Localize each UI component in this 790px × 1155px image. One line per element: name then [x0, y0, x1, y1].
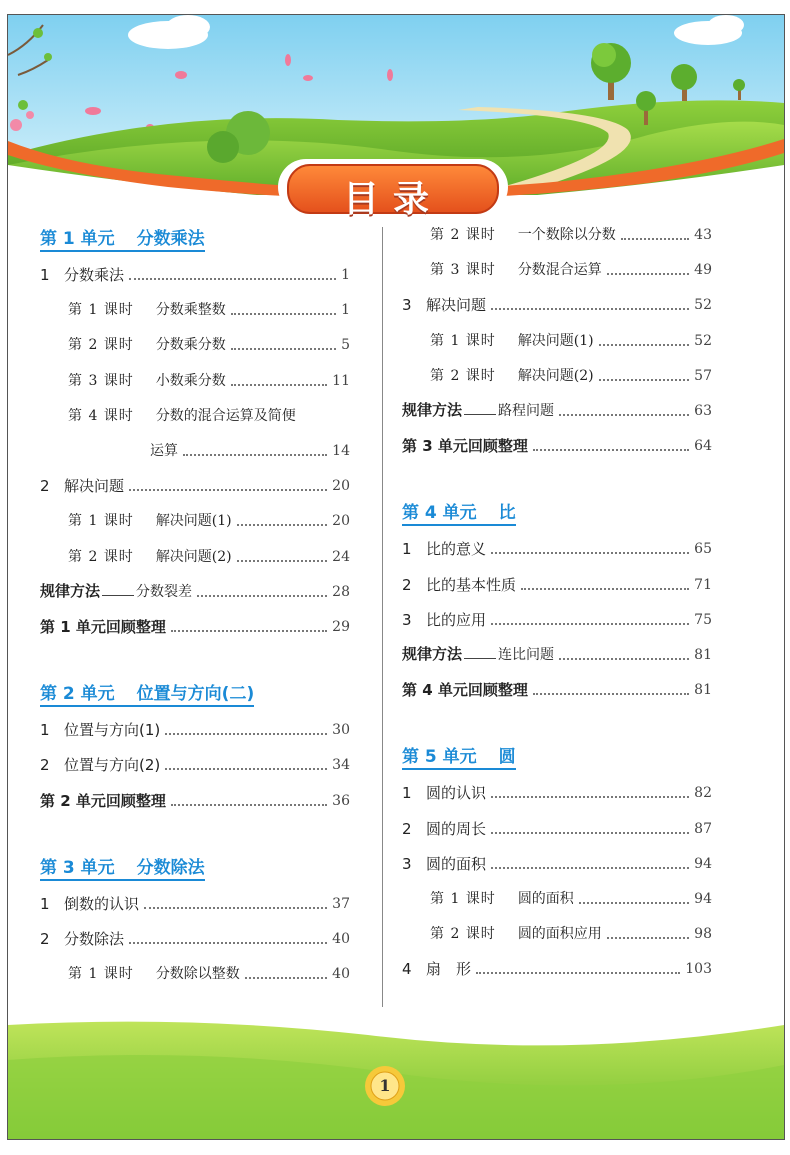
- entry-label: [402, 575, 516, 595]
- page-ref: 71: [694, 576, 712, 593]
- page-ref: 82: [694, 785, 712, 802]
- toc-entry: [402, 397, 712, 421]
- page-ref: 49: [694, 262, 712, 279]
- unit-name: 比: [498, 503, 516, 524]
- entry-label: [402, 783, 486, 803]
- entry-label: [402, 889, 574, 909]
- unit-heading: [40, 676, 254, 707]
- entry-label: [40, 511, 232, 531]
- leader-dots: [533, 693, 689, 695]
- entry-label: [40, 720, 160, 740]
- toc-entry: [402, 535, 712, 559]
- lesson-title: 解决问题(1): [155, 513, 232, 530]
- entry-label: [40, 300, 226, 320]
- page-ref: 65: [694, 541, 712, 558]
- section-number: 1: [402, 540, 412, 559]
- unit-heading: [402, 739, 516, 770]
- leader-dots: [599, 379, 690, 381]
- lesson-title: 圆的面积应用: [517, 926, 602, 943]
- section-title: 圆的周长: [426, 819, 487, 838]
- method-dash: [102, 595, 134, 596]
- page-ref: 52: [694, 332, 712, 349]
- entry-label: [40, 406, 296, 426]
- leader-dots: [491, 832, 689, 834]
- lesson-number: 第 2 课时: [68, 337, 134, 354]
- lesson-title: 一个数除以分数: [517, 227, 616, 243]
- lesson-number: 第 2 课时: [430, 367, 496, 384]
- unit-number: 第 2 单元: [40, 684, 115, 705]
- unit-heading: [40, 850, 205, 881]
- leader-dots: [129, 489, 327, 491]
- toc-entry: [402, 850, 712, 874]
- unit-number: 第 5 单元: [402, 747, 477, 768]
- section-number: 2: [402, 575, 412, 594]
- review-label: 第 4 单元回顾整理: [402, 681, 528, 700]
- leader-dots: [599, 344, 690, 346]
- toc-entry: [40, 507, 350, 531]
- toc-entry: [40, 613, 350, 637]
- leader-dots: [621, 238, 689, 240]
- leader-dots: [559, 414, 689, 416]
- page-ref: 64: [694, 438, 712, 455]
- unit-number: 第 4 单元: [402, 503, 477, 524]
- toc-entry: [40, 543, 350, 567]
- lesson-title: 分数的混合运算及简便: [155, 407, 296, 424]
- unit-number: 第 1 单元: [40, 229, 115, 249]
- lesson-title: 圆的面积: [517, 891, 574, 907]
- toc-entry: [402, 221, 712, 245]
- lesson-number: 第 4 课时: [68, 407, 134, 424]
- page-ref: 98: [694, 926, 712, 943]
- toc-entry: [40, 331, 350, 355]
- section-title: 圆的认识: [426, 784, 487, 803]
- leader-dots: [559, 658, 689, 660]
- entry-label: [402, 295, 486, 315]
- page-ref: 34: [332, 757, 350, 774]
- unit-number: 第 3 单元: [40, 857, 115, 878]
- entry-label: [402, 260, 602, 280]
- page-ref: 14: [332, 443, 350, 459]
- leader-dots: [607, 937, 689, 939]
- review-label: 第 2 单元回顾整理: [40, 791, 166, 810]
- method-dash: [464, 414, 496, 415]
- lesson-number: 第 2 课时: [430, 227, 496, 243]
- entry-label: [40, 371, 226, 391]
- toc-entry: [402, 641, 712, 665]
- method-topic: 连比问题: [498, 647, 555, 663]
- entry-label: [40, 929, 124, 949]
- page-ref: 94: [694, 891, 712, 907]
- entry-label: [402, 819, 486, 839]
- toc-entry: [402, 291, 712, 315]
- page-ref: 52: [694, 297, 712, 314]
- toc-entry: [402, 676, 712, 700]
- toc-entry: [402, 327, 712, 351]
- entry-label: [402, 924, 602, 944]
- entry-label: [40, 617, 166, 637]
- page-ref: 37: [332, 895, 350, 912]
- page-ref: 1: [341, 267, 350, 283]
- section-number: 3: [402, 296, 412, 315]
- leader-dots: [491, 796, 689, 798]
- review-label: 第 1 单元回顾整理: [40, 618, 166, 636]
- lesson-title: 小数乘分数: [155, 372, 226, 389]
- section-number: 2: [40, 756, 50, 775]
- entry-label: [402, 436, 528, 456]
- lesson-title: 解决问题(2): [155, 548, 232, 565]
- lesson-title: 分数乘整数: [155, 302, 226, 319]
- toc-entry: [402, 815, 712, 839]
- method-label: 规律方法: [402, 401, 463, 419]
- entry-label: [402, 959, 471, 979]
- page-ref: 40: [332, 931, 350, 947]
- unit-name: 分数乘法: [136, 229, 205, 249]
- lesson-number: 第 2 课时: [68, 548, 134, 565]
- lesson-title: 解决问题(1): [517, 332, 594, 349]
- lesson-title: 分数除以整数: [155, 966, 240, 983]
- toc-entry: [402, 432, 712, 456]
- page-ref: 94: [694, 855, 712, 872]
- section-title: 倒数的认识: [64, 894, 140, 913]
- toc-entry: [40, 472, 350, 496]
- section-number: 4: [402, 960, 412, 979]
- toc-entry: [40, 367, 350, 391]
- entry-label: [40, 335, 226, 355]
- toc-entry: [40, 296, 350, 320]
- section-number: 2: [40, 477, 50, 496]
- section-number: 2: [40, 930, 50, 948]
- toc-entry: [40, 437, 350, 461]
- entry-label: [40, 476, 124, 496]
- entry-label: [40, 581, 192, 602]
- page-ref: 36: [332, 792, 350, 809]
- leader-dots: [521, 588, 689, 590]
- method-dash: [464, 658, 496, 659]
- lesson-number: 第 1 课时: [68, 513, 134, 530]
- page-ref: 57: [694, 367, 712, 384]
- leader-dots: [237, 560, 328, 562]
- unit-heading: [402, 495, 516, 526]
- leader-dots: [533, 449, 689, 451]
- review-label: 第 3 单元回顾整理: [402, 437, 528, 456]
- leader-dots: [476, 972, 680, 974]
- section-title: 比的应用: [426, 610, 487, 629]
- leader-dots: [491, 308, 689, 310]
- entry-label: [402, 539, 486, 559]
- page-ref: 87: [694, 820, 712, 837]
- toc-entry: [402, 362, 712, 386]
- lesson-title: 分数乘分数: [155, 337, 226, 354]
- lesson-number: 第 2 课时: [430, 926, 496, 943]
- toc-entry: [402, 256, 712, 280]
- lesson-title: 解决问题(2): [517, 367, 594, 384]
- entry-label: [40, 265, 124, 285]
- leader-dots: [245, 977, 327, 979]
- page-ref: 28: [332, 583, 350, 600]
- toc-entry: [40, 960, 350, 984]
- page-ref: 43: [694, 227, 712, 243]
- section-title: 分数乘法: [64, 266, 125, 284]
- entry-label: [40, 547, 232, 567]
- leader-dots: [491, 552, 689, 554]
- toc-entry: [40, 925, 350, 949]
- entry-label: [40, 755, 160, 775]
- leader-dots: [197, 595, 327, 597]
- page-ref: 11: [332, 372, 350, 389]
- entry-label: [402, 854, 486, 874]
- entry-label: [402, 610, 486, 630]
- page-ref: 40: [332, 966, 350, 983]
- toc-entry: [402, 955, 712, 979]
- section-title: 圆的面积: [426, 854, 487, 873]
- page-title: 目录: [342, 178, 443, 220]
- leader-dots: [579, 902, 689, 904]
- method-label: 规律方法: [402, 645, 463, 663]
- leader-dots: [231, 384, 327, 386]
- page-number-badge: 1: [379, 1076, 391, 1095]
- entry-label: [402, 400, 554, 421]
- section-number: 2: [402, 819, 412, 838]
- entry-label: [402, 366, 594, 386]
- leader-dots: [237, 524, 328, 526]
- method-topic: 分数裂差: [136, 583, 193, 600]
- toc-entry: [40, 261, 350, 285]
- lesson-number: 第 3 课时: [68, 372, 134, 389]
- leader-dots: [491, 623, 689, 625]
- section-title: 位置与方向(2): [64, 756, 161, 775]
- entry-label: [40, 441, 178, 461]
- section-number: 1: [40, 721, 50, 740]
- toc-page: [7, 14, 785, 1140]
- page-ref: 30: [332, 722, 350, 739]
- entry-label: [40, 894, 139, 914]
- toc-entry: [402, 571, 712, 595]
- leader-dots: [165, 733, 327, 735]
- method-label: 规律方法: [40, 581, 101, 600]
- toc-entry: [40, 716, 350, 740]
- toc-entry: [40, 751, 350, 775]
- lesson-title: 分数混合运算: [517, 262, 602, 279]
- section-title: 位置与方向(1): [64, 721, 161, 740]
- column-divider: [382, 227, 383, 1007]
- entry-label: [402, 331, 594, 351]
- leader-dots: [607, 273, 689, 275]
- toc-entry: [40, 402, 350, 426]
- lesson-number: 第 1 课时: [68, 966, 134, 983]
- lesson-number: 第 1 课时: [430, 891, 496, 907]
- entry-label: [40, 791, 166, 811]
- section-number: 1: [40, 894, 50, 913]
- leader-dots: [231, 348, 336, 350]
- section-title: 解决问题: [64, 477, 125, 496]
- section-title: 比的基本性质: [426, 575, 517, 594]
- toc-entry: [402, 779, 712, 803]
- lesson-number: 第 1 课时: [430, 332, 496, 349]
- toc-entry: [40, 787, 350, 811]
- page-ref: 81: [694, 682, 712, 699]
- leader-dots: [165, 768, 327, 770]
- leader-dots: [129, 278, 336, 280]
- section-number: 1: [402, 784, 412, 803]
- page-ref: 20: [332, 513, 350, 530]
- leader-dots: [491, 867, 689, 869]
- unit-name: 圆: [498, 747, 516, 768]
- entry-label: [402, 225, 616, 245]
- lesson-number: 第 3 课时: [430, 262, 496, 279]
- leader-dots: [231, 313, 336, 315]
- section-title: 分数除法: [64, 930, 125, 948]
- page-ref: 24: [332, 548, 350, 565]
- entry-label: [402, 680, 528, 700]
- page-ref: 5: [341, 337, 350, 354]
- section-number: 3: [402, 854, 412, 873]
- toc-entry: [402, 606, 712, 630]
- method-topic: 路程问题: [498, 403, 555, 419]
- unit-name: 位置与方向(二): [136, 684, 255, 705]
- section-number: 1: [40, 266, 50, 284]
- toc-entry: [402, 885, 712, 909]
- section-title: 扇 形: [426, 960, 472, 979]
- leader-dots: [129, 942, 327, 944]
- section-title: 解决问题: [426, 296, 487, 315]
- page-ref: 81: [694, 647, 712, 663]
- unit-heading: [40, 221, 205, 252]
- leader-dots: [171, 804, 327, 806]
- page-ref: 63: [694, 403, 712, 419]
- leader-dots: [171, 630, 327, 632]
- page-ref: 1: [341, 302, 350, 319]
- page-ref: 103: [685, 961, 712, 978]
- leader-dots: [144, 907, 327, 909]
- page-ref: 75: [694, 611, 712, 628]
- entry-label: [402, 644, 554, 665]
- section-number: 3: [402, 610, 412, 629]
- lesson-number: 第 1 课时: [68, 302, 134, 319]
- page-ref: 20: [332, 478, 350, 495]
- toc-entry: [402, 920, 712, 944]
- entry-label: [40, 964, 240, 984]
- toc-entry: [40, 890, 350, 914]
- lesson-title-continued: 运算: [150, 443, 178, 459]
- section-title: 比的意义: [426, 540, 487, 559]
- page-ref: 29: [332, 619, 350, 635]
- unit-name: 分数除法: [136, 857, 205, 878]
- leader-dots: [183, 454, 327, 456]
- toc-entry: [40, 578, 350, 602]
